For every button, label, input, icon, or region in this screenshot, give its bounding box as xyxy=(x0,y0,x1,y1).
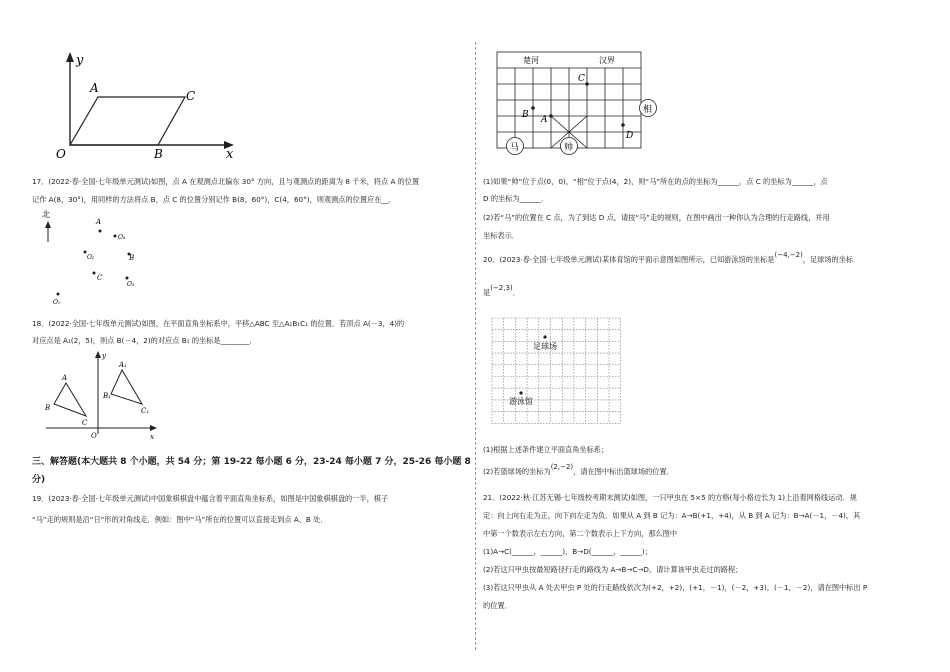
q18-line1: 18．(2022·全国·七年级单元测试)如图，在平面直角坐标系中，平移△ABC 至△A₁B₁C₁ 的位置．若顶点 A(－3，4)的 xyxy=(32,319,405,328)
q18-line2: 对应点是 A₁(2，5)，则点 B(－4，2)的对应点 B₁ 的坐标是________． xyxy=(32,336,257,345)
q20-line2: 是(−2,3)． xyxy=(483,284,520,297)
chess-board-figure xyxy=(488,46,664,160)
q21-line3: 中第一个数表示左右方向，第二个数表示上下方向，那么图中 xyxy=(483,529,678,538)
swimming-label: 游泳馆 xyxy=(509,397,533,406)
q21-line2: 定：向上向右走为正，向下向左走为负．如果从 A 到 B 记为：A→B(+1，+4)，从 B 到 A 记为：B→A(－1，－4)，其 xyxy=(483,511,861,520)
svg-text:O₃: O₃ xyxy=(127,281,135,288)
stadium-grid-figure xyxy=(488,314,628,424)
football-label: 足球场 xyxy=(533,342,557,351)
q21-line1: 21．(2022·秋·江苏无锡·七年级校考期末测试)如图，一只甲虫在 5×5 的方格(每小格边长为 1)上沿着网格线运动．规 xyxy=(483,493,857,502)
svg-text:B: B xyxy=(45,404,51,412)
axis-label-y: y xyxy=(76,53,84,68)
svg-text:O₄: O₄ xyxy=(118,234,126,241)
q20-line1: 20．(2023·春·全国·七年级单元测试)某体育馆的平面示意图如图所示，已知游泳馆的坐标是(−4,−2)，足球场的坐标 xyxy=(483,251,854,264)
section3-line2: 分) xyxy=(32,475,46,485)
q19-line2: “马”走的规则是沿“日”形的对角线走．例如：图中“马”所在的位置可以直接走到点 A、B 处． xyxy=(32,515,328,524)
svg-text:B: B xyxy=(522,110,529,120)
svg-text:A: A xyxy=(62,374,68,382)
svg-text:B₁: B₁ xyxy=(103,392,111,400)
point-label-c: C xyxy=(186,89,196,103)
football-coord: (−2,3) xyxy=(490,284,513,292)
svg-text:汉界: 汉界 xyxy=(599,56,615,65)
q18-figure xyxy=(42,348,162,443)
svg-text:x: x xyxy=(150,433,154,441)
q19-part2-line2: 坐标表示． xyxy=(483,231,519,240)
section3-line1: 三、解答题(本大题共 8 个小题，共 54 分；第 19-22 每小题 6 分，23-24 每小题 7 分，25-26 每小题 8 xyxy=(32,457,471,467)
swimming-coord: (−4,−2) xyxy=(774,251,803,259)
svg-text:y: y xyxy=(102,352,106,360)
svg-text:B: B xyxy=(129,254,135,262)
origin-label: O xyxy=(56,147,66,161)
basketball-coord: (2,−2) xyxy=(550,463,574,471)
q20-part1: (1)根据上述条件建立平面直角坐标系； xyxy=(483,445,609,454)
svg-text:C: C xyxy=(82,419,88,427)
q19-part1-line2: D 的坐标为______． xyxy=(483,194,549,203)
parallelogram-figure xyxy=(50,50,250,165)
svg-text:A: A xyxy=(96,218,102,226)
q19-part1-line1: (1)如果“帅”位于点(0，0)，“相”位于点(4，2)，则“马”所在的点的坐标为______，点 C 的坐标为______，点 xyxy=(483,177,828,186)
svg-text:帅: 帅 xyxy=(564,143,574,153)
svg-text:C₁: C₁ xyxy=(141,407,150,415)
axis-label-x: x xyxy=(226,147,234,162)
svg-text:O: O xyxy=(91,432,97,440)
svg-text:O₁: O₁ xyxy=(53,299,61,306)
q17-line2: 记作 A(8，30°)，用同样的方法将点 B，点 C 的位置分别记作 B(8，60°)，C(4，60°)，则观测点的位置应在__． xyxy=(32,195,396,204)
q21-line5: (2)若这只甲虫按最短路径行走的路线为 A→B→C→D，请计算该甲虫走过的路程； xyxy=(483,565,743,574)
q21-line7: 的位置． xyxy=(483,601,512,610)
q17-line1: 17．(2022·春·全国·七年级单元测试)如图，点 A 在观测点北偏东 30° 方向，且与观测点的距离为 8 千米，将点 A 的位置 xyxy=(32,177,420,186)
point-label-a: A xyxy=(90,81,99,95)
q21-line4: (1)A→C(______，______)，B→D(______，______)； xyxy=(483,547,652,556)
svg-text:D: D xyxy=(626,131,634,141)
svg-text:C: C xyxy=(578,74,585,84)
svg-text:相: 相 xyxy=(643,105,653,115)
q20-part2: (2)若篮球场的坐标为(2,−2)，请在图中标出篮球场的位置． xyxy=(483,463,674,476)
svg-text:A: A xyxy=(541,115,548,125)
point-label-b: B xyxy=(154,147,163,161)
svg-text:O₂: O₂ xyxy=(87,254,95,261)
column-divider xyxy=(475,42,476,650)
q19-line1: 19．(2023·春·全国·七年级单元测试)中国象棋棋盘中蕴含着平面直角坐标系，如图是中国象棋棋盘的一半，棋子 xyxy=(32,494,389,503)
svg-text:A₁: A₁ xyxy=(119,361,127,369)
north-label: 北 xyxy=(42,210,50,219)
svg-text:马: 马 xyxy=(510,143,520,153)
svg-text:C: C xyxy=(97,274,103,282)
svg-text:楚河: 楚河 xyxy=(523,56,539,65)
q19-part2-line1: (2)若“马”的位置在 C 点，为了到达 D 点，请按“马”走的规则，在图中画出一种你认为合理的行走路线，并用 xyxy=(483,213,830,222)
q17-figure xyxy=(40,208,150,310)
q21-line6: (3)若这只甲虫从 A 处去甲虫 P 处的行走路线依次为(+2，+2)，(+1，－1)，(－2，+3)，(－1，－2)，请在图中标出 P xyxy=(483,583,868,592)
